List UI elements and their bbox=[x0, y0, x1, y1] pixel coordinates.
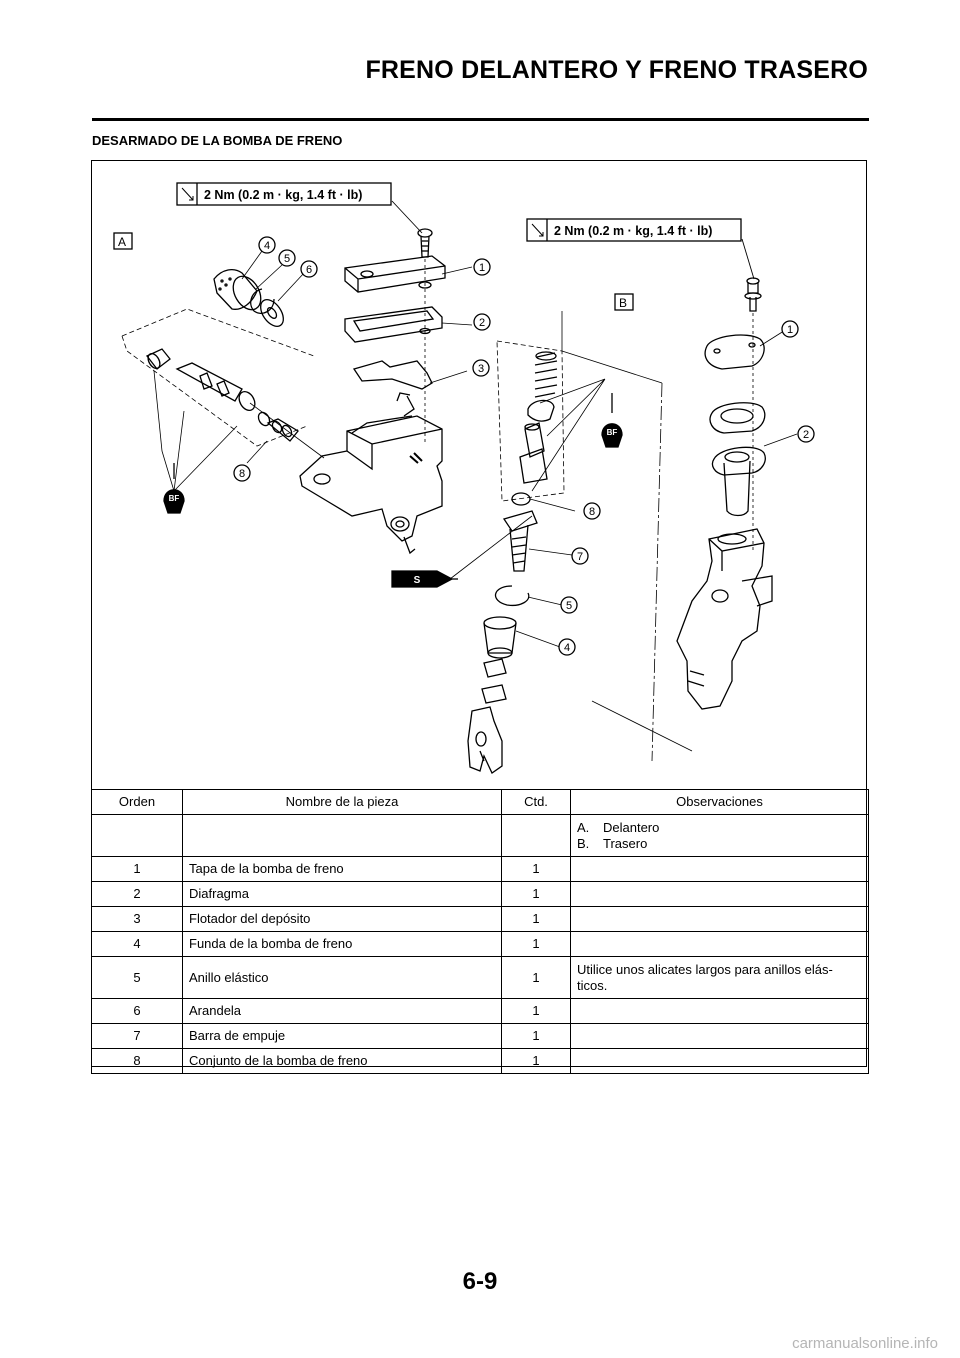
torque-label-front: 2 Nm (0.2 m · kg, 1.4 ft · lb) bbox=[204, 188, 363, 202]
table-row: 6 Arandela 1 bbox=[92, 999, 869, 1024]
rear-callout-1: 1 bbox=[786, 324, 794, 336]
front-callout-1: 1 bbox=[478, 262, 486, 274]
rear-spring bbox=[535, 352, 557, 397]
bf-text-front: BF bbox=[168, 494, 180, 503]
rear-callout-5: 5 bbox=[565, 600, 573, 612]
rear-callout-circles bbox=[559, 321, 814, 655]
header-name: Nombre de la pieza bbox=[183, 790, 502, 815]
rear-diaphragm bbox=[710, 403, 765, 516]
table-row: 2 Diafragma 1 bbox=[92, 882, 869, 907]
front-boot bbox=[214, 270, 266, 315]
title-rule bbox=[92, 118, 869, 121]
legend-cell bbox=[571, 815, 869, 857]
table-row: 5 Anillo elástico 1 Utilice unos alicates largos para anillos elás-ticos. bbox=[92, 957, 869, 999]
rear-callout-8: 8 bbox=[588, 506, 596, 518]
parts-table bbox=[91, 789, 869, 1074]
label-b: B bbox=[619, 296, 628, 310]
rear-callout-7: 7 bbox=[576, 551, 584, 563]
rear-master-cylinder bbox=[677, 529, 772, 709]
front-callout-4: 4 bbox=[263, 240, 271, 252]
front-screw bbox=[418, 229, 432, 443]
front-diaphragm bbox=[345, 307, 442, 342]
rear-push-rod bbox=[504, 511, 537, 571]
section-title: DESARMADO DE LA BOMBA DE FRENO bbox=[92, 133, 343, 148]
front-callout-8: 8 bbox=[238, 468, 246, 480]
table-row: 3 Flotador del depósito 1 bbox=[92, 907, 869, 932]
s-badge bbox=[392, 571, 458, 587]
rear-boot bbox=[484, 617, 516, 658]
watermark: carmanualsonline.info bbox=[792, 1335, 938, 1352]
front-callout-5: 5 bbox=[283, 253, 291, 265]
front-callout-6: 6 bbox=[305, 264, 313, 276]
s-text: S bbox=[413, 575, 421, 586]
bf-badge-rear bbox=[602, 393, 622, 447]
front-callout-2: 2 bbox=[478, 317, 486, 329]
rear-clevis bbox=[468, 707, 502, 773]
header-notes: Observaciones bbox=[571, 790, 869, 815]
table-row: 8 Conjunto de la bomba de freno 1 bbox=[92, 1049, 869, 1074]
table-header-row bbox=[92, 790, 869, 815]
label-a: A bbox=[118, 235, 127, 249]
table-row: 7 Barra de empuje 1 bbox=[92, 1024, 869, 1049]
rear-nut-2 bbox=[482, 685, 506, 703]
front-master-cylinder bbox=[300, 393, 442, 553]
front-callout-3: 3 bbox=[477, 363, 485, 375]
front-float bbox=[354, 361, 432, 389]
page-number: 6-9 bbox=[462, 1268, 498, 1295]
page-title: FRENO DELANTERO Y FRENO TRASERO bbox=[365, 56, 868, 84]
header-order: Orden bbox=[92, 790, 183, 815]
rear-cap bbox=[705, 335, 764, 369]
legend-a: A. Delantero bbox=[577, 819, 660, 835]
rear-callout-2: 2 bbox=[802, 429, 810, 441]
table-row: 4 Funda de la bomba de freno 1 bbox=[92, 932, 869, 957]
table-row: 1 Tapa de la bomba de freno 1 bbox=[92, 857, 869, 882]
front-cap bbox=[345, 256, 445, 292]
rear-callout-4: 4 bbox=[563, 642, 571, 654]
rear-circlip bbox=[496, 586, 529, 605]
bf-text-rear: BF bbox=[606, 428, 618, 437]
header-qty: Ctd. bbox=[502, 790, 571, 815]
legend-row bbox=[92, 815, 869, 857]
legend-b: B. Trasero bbox=[577, 835, 648, 851]
front-piston-set bbox=[146, 349, 298, 441]
rear-cup bbox=[528, 400, 554, 421]
exploded-diagram bbox=[92, 161, 866, 789]
rear-nut-1 bbox=[484, 659, 506, 677]
torque-label-rear: 2 Nm (0.2 m · kg, 1.4 ft · lb) bbox=[554, 224, 713, 238]
